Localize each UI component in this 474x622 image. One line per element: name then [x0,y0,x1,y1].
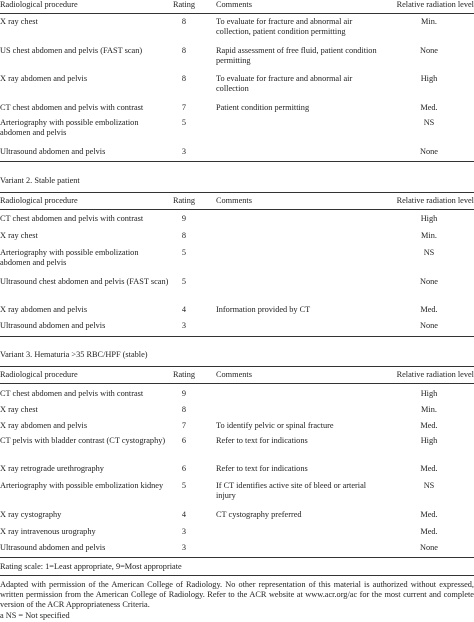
header-procedure: Radiological procedure [0,0,78,9]
header-comments: Comments [216,370,252,379]
rating-cell: 3 [181,321,187,330]
radiation-cell: NS [423,481,435,490]
comments-cell: CT cystography preferred [216,510,302,519]
rating-cell: 9 [181,214,187,223]
radiation-cell: Med. [420,527,438,536]
header-rating: Rating [172,0,196,9]
rating-cell: 3 [181,147,187,156]
divider [0,336,474,337]
rating-cell: 8 [181,74,187,83]
comments-cell: Refer to text for indications [216,436,308,445]
procedure-cell: CT chest abdomen and pelvis with contrast [0,214,144,223]
radiation-cell: Med. [420,305,438,314]
comments-cell: If CT identifies active site of bleed or arterial injury [216,481,367,500]
divider [0,575,474,576]
procedure-cell: US chest abdomen and pelvis (FAST scan) [0,46,143,55]
radiation-cell: NS [423,118,435,127]
variant3-title: Variant 3. Hematuria >35 RBC/HPF (stable) [0,350,148,359]
comments-cell: To evaluate for fracture and abnormal air collection [216,74,353,93]
header-radiation: Relative radiation level [396,196,474,205]
procedure-cell: Ultrasound abdomen and pelvis [0,543,106,552]
rating-cell: 8 [181,231,187,240]
header-radiation: Relative radiation level [396,0,474,9]
divider [0,209,474,210]
radiation-cell: Min. [421,17,437,26]
divider [0,161,474,162]
rating-cell: 5 [181,248,187,257]
comments-cell: Patient condition permitting [216,103,310,112]
procedure-cell: Ultrasound abdomen and pelvis [0,147,106,156]
comments-cell: To evaluate for fracture and abnormal air collection, patient condition permitting [216,17,353,36]
rating-cell: 4 [181,305,187,314]
comments-cell: Rapid assessment of free fluid, patient condition permitting [216,46,377,65]
procedure-cell: X ray chest [0,405,38,414]
comments-cell: To identify pelvic or spinal fracture [216,421,334,430]
radiation-cell: Min. [421,231,437,240]
rating-cell: 5 [181,481,187,490]
procedure-cell: X ray retrograde urethrography [0,464,104,473]
divider [0,13,474,14]
procedure-cell: Ultrasound chest abdomen and pelvis (FAST scan) [0,277,169,286]
header-procedure: Radiological procedure [0,370,78,379]
header-comments: Comments [216,196,252,205]
procedure-cell: Ultrasound abdomen and pelvis [0,321,106,330]
procedure-cell: X ray chest [0,17,38,26]
procedure-cell: X ray chest [0,231,38,240]
rating-cell: 7 [181,421,187,430]
rating-cell: 6 [181,464,187,473]
variant2-title: Variant 2. Stable patient [0,176,80,185]
procedure-cell: Arteriography with possible embolization abdomen and pelvis [0,118,139,137]
procedure-cell: CT chest abdomen and pelvis with contrast [0,389,144,398]
radiation-cell: None [420,321,438,330]
rating-cell: 5 [181,118,187,127]
procedure-cell: X ray intravenous urography [0,527,96,536]
radiation-cell: High [420,214,438,223]
procedure-cell: X ray abdomen and pelvis [0,421,88,430]
radiation-cell: High [420,74,438,83]
header-rating: Rating [172,196,196,205]
radiation-cell: High [420,389,438,398]
comments-cell: Refer to text for indications [216,464,308,473]
rating-cell: 8 [181,17,187,26]
rating-cell: 5 [181,277,187,286]
radiation-cell: Med. [420,510,438,519]
radiation-cell: None [420,277,438,286]
radiation-cell: Med. [420,103,438,112]
radiation-cell: None [420,543,438,552]
header-procedure: Radiological procedure [0,196,78,205]
procedure-cell: Arteriography with possible embolization kidney [0,481,164,490]
radiation-cell: None [420,147,438,156]
procedure-cell: X ray abdomen and pelvis [0,74,88,83]
procedure-cell: CT chest abdomen and pelvis with contrast [0,103,144,112]
ns-footnote: a NS = Not specified [0,611,70,620]
header-comments: Comments [216,0,252,9]
procedure-cell: X ray cystography [0,510,62,519]
radiation-cell: Med. [420,464,438,473]
procedure-cell: CT pelvis with bladder contrast (CT cystography) [0,436,166,445]
procedure-cell: X ray abdomen and pelvis [0,305,88,314]
radiation-cell: Min. [421,405,437,414]
header-rating: Rating [172,370,196,379]
rating-cell: 4 [181,510,187,519]
radiation-cell: NS [423,248,435,257]
header-radiation: Relative radiation level [396,370,474,379]
comments-cell: Information provided by CT [216,305,311,314]
rating-cell: 8 [181,405,187,414]
divider [0,366,474,367]
radiation-cell: High [420,436,438,445]
procedure-cell: Arteriography with possible embolization abdomen and pelvis [0,248,139,267]
divider [0,383,474,384]
divider [0,557,474,558]
rating-cell: 3 [181,527,187,536]
rating-scale-note: Rating scale: 1=Least appropriate, 9=Most appropriate [0,562,182,571]
rating-cell: 8 [181,46,187,55]
radiation-cell: None [420,46,438,55]
rating-cell: 9 [181,389,187,398]
rating-cell: 7 [181,103,187,112]
rating-cell: 6 [181,436,187,445]
rating-cell: 3 [181,543,187,552]
acr-permission-note: Adapted with permission of the American College of Radiology. No other representation of this material is authorized without expressed, written permission from the American College of Radiology. Refer to the ACR website at www.acr.org/ac for the most current and complete version of the ACR Appropriateness Criteria. [0,580,474,609]
divider [0,192,474,193]
radiation-cell: Med. [420,421,438,430]
